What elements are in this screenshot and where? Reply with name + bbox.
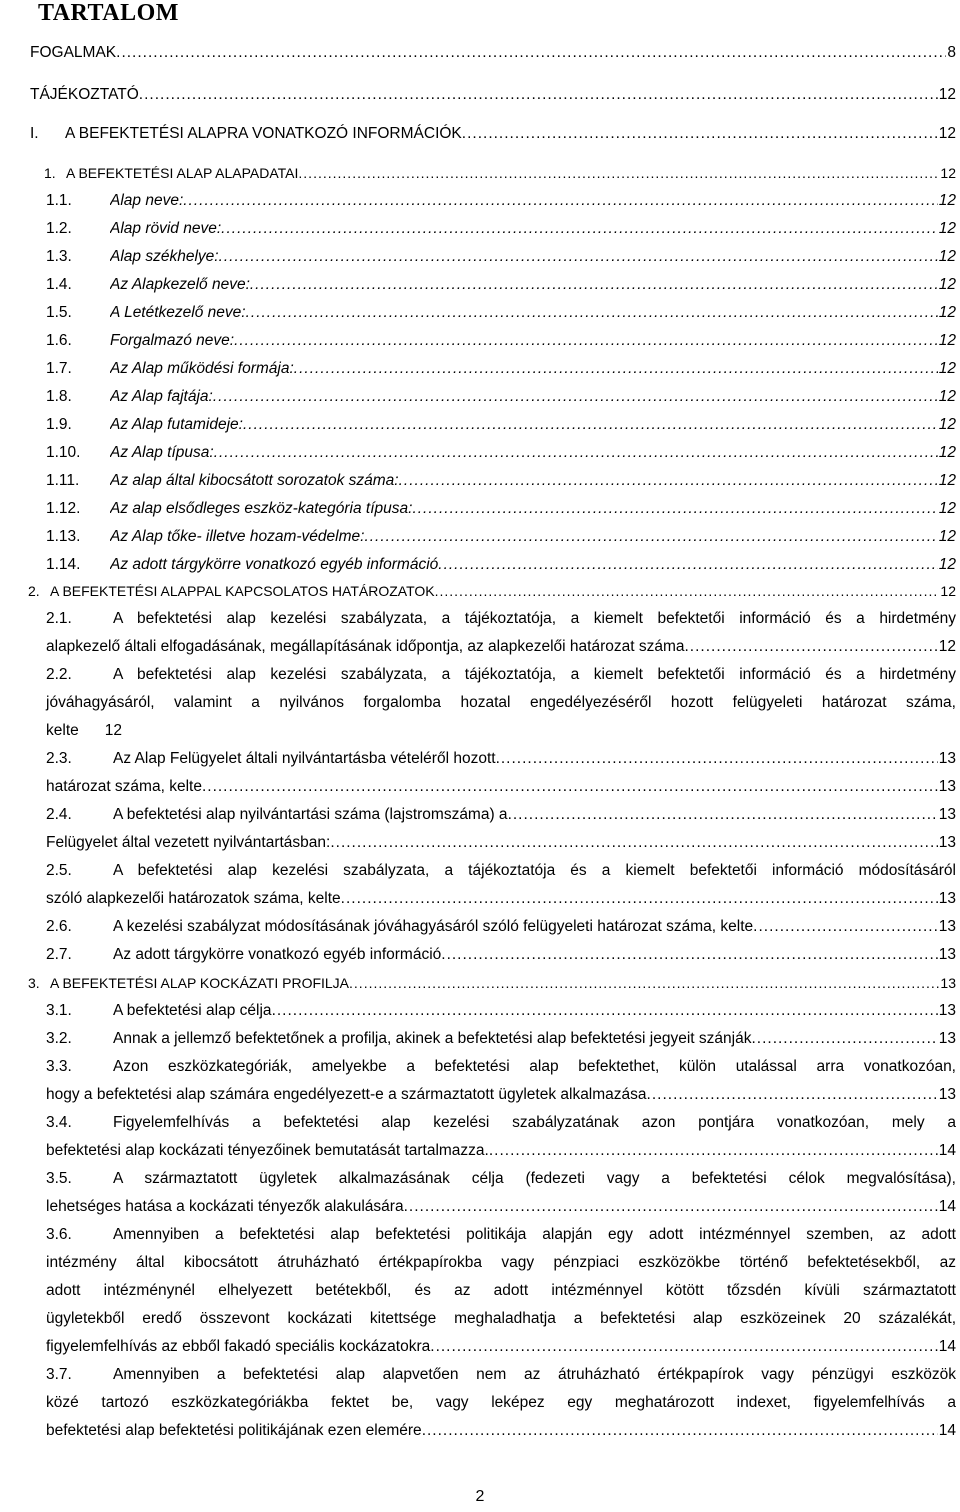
toc-entry-text: Az Alap futamideje: <box>110 416 243 433</box>
toc-entry-text: TÁJÉKOZTATÓ <box>30 86 139 103</box>
toc-entry-text: FOGALMAK <box>30 44 117 61</box>
toc-entry-text: Az Alap működési formája: <box>110 360 294 377</box>
toc-entry-page: 12 <box>938 528 956 545</box>
toc-entry-2-1-line1: A befektetési alap kezelési szabályzata, a tájékoztatója, a kiemelt befektetői információ és a hirdetmény <box>113 610 956 627</box>
toc-entry-page: 12 <box>938 556 956 573</box>
toc-leader <box>139 85 938 105</box>
toc-entry-text: A befektetési alap nyilvántartási száma (lajstromszáma) a <box>113 806 508 823</box>
toc-entry-page: 12 <box>938 248 956 265</box>
toc-entry-page: 12 <box>938 192 956 209</box>
toc-entry-text: Az adott tárgykörre vonatkozó egyéb információ <box>110 556 439 573</box>
toc-entry-number: 1.4. <box>46 276 72 293</box>
toc-entry-page: 13 <box>938 1030 956 1047</box>
toc-entry-page: 13 <box>938 834 956 851</box>
toc-entry-text: A kezelési szabályzat módosításának jóváhagyásáról szóló felügyeleti határozat száma, kelte <box>113 918 754 935</box>
toc-entry-3-4-line1: Figyelemfelhívás a befektetési alap kezelési szabályzatának azon pontjára vonatkozóan, mely a <box>113 1114 956 1131</box>
toc-entry-number: 3.4. <box>46 1114 72 1131</box>
toc-entry-text: alapkezelő általi elfogadásának, megállapításának időpontja, az alapkezelői határozat száma <box>46 638 685 655</box>
toc-entry-number: 1. <box>44 165 56 181</box>
toc-leader <box>219 247 938 267</box>
toc-entry-page: 12 <box>938 360 956 377</box>
toc-entry-text: Forgalmazó neve: <box>110 332 235 349</box>
toc-entry-3-6-line2: intézmény által kibocsátott átruházható értékpapírokba vagy pénzpiaci eszközökbe történő befektetésekből, az <box>46 1254 956 1271</box>
toc-leader <box>462 124 938 144</box>
toc-entry-number: 1.6. <box>46 332 72 349</box>
toc-entry-number: 1.11. <box>46 472 80 489</box>
toc-entry-page: 14 <box>938 1422 956 1439</box>
toc-leader <box>430 1337 937 1357</box>
toc-entry-text: A BEFEKTETÉSI ALAPPAL KAPCSOLATOS HATÁROZATOK <box>50 583 435 599</box>
toc-entry-number: 1.1. <box>46 192 72 209</box>
toc-entry-number: 1.12. <box>46 500 81 517</box>
toc-leader <box>647 1085 938 1105</box>
toc-entry-text: Felügyelet által vezetett nyilvántartásban: <box>46 834 331 851</box>
toc-entry-number: 3. <box>28 975 40 991</box>
toc-leader <box>422 1421 938 1441</box>
toc-leader <box>298 163 939 183</box>
toc-leader <box>341 889 938 909</box>
toc-entry-page: 13 <box>940 975 956 991</box>
toc-leader <box>246 303 938 323</box>
toc-entry-page: 12 <box>938 220 956 237</box>
toc-entry-number: 2.7. <box>46 946 72 963</box>
toc-entry-page: 12 <box>938 388 956 405</box>
toc-entry-text: A BEFEKTETÉSI ALAP ALAPADATAI <box>66 165 299 181</box>
toc-leader <box>349 973 939 993</box>
toc-entry-page: 13 <box>938 946 956 963</box>
toc-entry-page: 13 <box>938 1086 956 1103</box>
toc-entry-text: Alap neve: <box>110 192 184 209</box>
toc-title <box>38 0 179 27</box>
toc-entry-number: 1.5. <box>46 304 72 321</box>
toc-entry-text: befektetési alap kockázati tényezőinek bemutatását tartalmazza. <box>46 1142 489 1159</box>
toc-leader <box>751 1029 937 1049</box>
toc-leader <box>399 471 938 491</box>
toc-entry-number: 1.8. <box>46 388 72 405</box>
toc-entry-number: 3.2. <box>46 1030 72 1047</box>
toc-title-text: TARTALOM <box>38 0 179 26</box>
toc-entry-number: 3.3. <box>46 1058 72 1075</box>
toc-entry-number: 1.3. <box>46 248 72 265</box>
toc-leader <box>404 1197 938 1217</box>
toc-leader <box>250 275 938 295</box>
toc-entry-text: határozat száma, kelte <box>46 778 202 795</box>
toc-entry-text: lehetséges hatása a kockázati tényezők alakulására <box>46 1198 404 1215</box>
toc-entry-page: 13 <box>938 806 956 823</box>
toc-entry-page: 12 <box>938 125 956 142</box>
toc-entry-2-5-line1: A befektetési alap kezelési szabályzata, a tájékoztatója és a kiemelt befektetői információ módosításáról <box>113 862 956 879</box>
toc-entry-page: 12 <box>938 444 956 461</box>
toc-entry-page: 13 <box>938 890 956 907</box>
toc-leader <box>441 945 937 965</box>
toc-entry-text: kelte <box>46 722 79 739</box>
toc-entry-number: 3.6. <box>46 1226 72 1243</box>
toc-entry-text: befektetési alap befektetési politikájának ezen elemére <box>46 1422 422 1439</box>
toc-entry-page: 13 <box>938 918 956 935</box>
toc-leader <box>685 637 938 657</box>
toc-entry-page: 12 <box>104 722 122 739</box>
toc-leader <box>202 777 938 797</box>
page-number: 2 <box>475 1488 485 1505</box>
toc-leader <box>294 359 938 379</box>
toc-leader <box>435 581 940 601</box>
toc-entry-text: A BEFEKTETÉSI ALAP KOCKÁZATI PROFILJA <box>50 975 350 991</box>
toc-entry-text: szóló alapkezelői határozatok száma, kelte <box>46 890 341 907</box>
toc-entry-number: 2. <box>28 583 40 599</box>
toc-entry-text: Az Alap Felügyelet általi nyilvántartásba vételéről hozott <box>113 750 496 767</box>
toc-leader <box>116 43 946 63</box>
toc-leader <box>753 917 938 937</box>
toc-entry-text: Az Alapkezelő neve: <box>110 276 250 293</box>
toc-entry-number: 1.2. <box>46 220 72 237</box>
toc-entry-3-6-line1: Amennyiben a befektetési alap befektetési politikája alapján egy adott intézménnyel szemben, az adott <box>113 1226 956 1243</box>
toc-entry-page: 13 <box>938 750 956 767</box>
toc-entry-text: A Letétkezelő neve: <box>110 304 246 321</box>
toc-leader <box>183 191 938 211</box>
toc-entry-page: 12 <box>938 416 956 433</box>
toc-leader <box>272 1001 938 1021</box>
toc-leader <box>508 805 938 825</box>
toc-entry-3-6-line3: adott intézménynél elhelyezett betétekből, és az adott intézménnyel kötött tőzsdén kívüli származtatott <box>46 1282 956 1299</box>
toc-entry-number: 1.7. <box>46 360 72 377</box>
toc-entry-text: A befektetési alap célja <box>113 1002 272 1019</box>
toc-entry-number: 3.7. <box>46 1366 72 1383</box>
toc-entry-text: Alap székhelye: <box>110 248 219 265</box>
toc-leader <box>213 387 938 407</box>
toc-leader <box>489 1141 938 1161</box>
toc-entry-3-6-line4: ügyletekből eredő összevont kockázati kitettsége meghaladhatja a befektetési alap eszközeinek 20 százalékát, <box>46 1310 956 1327</box>
toc-entry-number: 2.4. <box>46 806 72 823</box>
toc-entry-2-2[interactable] <box>46 721 122 741</box>
toc-leader <box>364 527 937 547</box>
toc-entry-text: hogy a befektetési alap számára engedélyezett-e a származtatott ügyletek alkalmazása <box>46 1086 647 1103</box>
toc-leader <box>243 415 938 435</box>
toc-entry-number: 1.13. <box>46 528 81 545</box>
toc-entry-2-2-line2: jóváhagyásáról, valamint a nyilvános forgalomba hozatal engedélyezéséről hozott felügyeleti határozat száma, <box>46 694 956 711</box>
toc-entry-text: Annak a jellemző befektetőnek a profilja, akinek a befektetési alap befektetési jegyeit szánják <box>113 1030 752 1047</box>
toc-entry-number: 2.6. <box>46 918 72 935</box>
toc-entry-3-3-line1: Azon eszközkategóriák, amelyekbe a befektetési alap befektethet, külön utalással arra vonatkozóan, <box>113 1058 956 1075</box>
toc-entry-text: Az Alap típusa: <box>110 444 214 461</box>
toc-entry-page: 14 <box>938 1142 956 1159</box>
toc-leader <box>412 499 937 519</box>
toc-leader <box>214 443 938 463</box>
toc-entry-text: Alap rövid neve: <box>110 220 222 237</box>
toc-entry-page: 12 <box>938 332 956 349</box>
toc-entry-page: 12 <box>940 583 956 599</box>
toc-entry-text: figyelemfelhívás az ebből fakadó speciális kockázatokra <box>46 1338 431 1355</box>
toc-entry-number: 2.5. <box>46 862 72 879</box>
toc-entry-text: Az Alap fajtája: <box>110 388 213 405</box>
toc-entry-number: 2.3. <box>46 750 72 767</box>
toc-entry-page: 14 <box>938 1198 956 1215</box>
toc-entry-page: 8 <box>947 44 956 61</box>
toc-entry-number: 2.2. <box>46 666 72 683</box>
toc-entry-number: 2.1. <box>46 610 72 627</box>
toc-entry-number: 1.9. <box>46 416 72 433</box>
toc-entry-3-7-line1: Amennyiben a befektetési alap alapvetően nem az átruházható értékpapírok vagy pénzügyi eszközök <box>113 1366 956 1383</box>
toc-entry-text: A BEFEKTETÉSI ALAPRA VONATKOZÓ INFORMÁCIÓK <box>65 125 462 142</box>
toc-entry-page: 12 <box>938 304 956 321</box>
toc-leader <box>496 749 938 769</box>
toc-entry-number: I. <box>30 125 39 142</box>
toc-entry-page: 14 <box>938 1338 956 1355</box>
toc-leader <box>221 219 938 239</box>
toc-entry-text: Az Alap tőke- illetve hozam-védelme: <box>110 528 365 545</box>
toc-entry-page: 13 <box>938 778 956 795</box>
toc-entry-page: 12 <box>938 276 956 293</box>
toc-entry-3-7-line2: közé tartozó eszközkategóriákba fektet be, vagy leképez egy meghatározott indexet, figyelemfelhívás a <box>46 1394 956 1411</box>
toc-leader <box>330 833 937 853</box>
toc-entry-number: 3.5. <box>46 1170 72 1187</box>
toc-entry-number: 3.1. <box>46 1002 72 1019</box>
toc-entry-page: 12 <box>938 472 956 489</box>
toc-entry-page: 12 <box>938 500 956 517</box>
toc-entry-number: 1.10. <box>46 444 81 461</box>
toc-entry-number: 1.14. <box>46 556 81 573</box>
toc-entry-text: Az alap által kibocsátott sorozatok száma: <box>110 472 399 489</box>
toc-leader <box>438 555 937 575</box>
toc-entry-page: 12 <box>940 165 956 181</box>
toc-entry-text: Az alap elsődleges eszköz-kategória típusa: <box>110 500 413 517</box>
toc-entry-2-2-line1: A befektetési alap kezelési szabályzata, a tájékoztatója, a kiemelt befektetői információ és a hirdetmény <box>113 666 956 683</box>
toc-entry-page: 12 <box>938 638 956 655</box>
toc-entry-text: Az adott tárgykörre vonatkozó egyéb információ <box>113 946 442 963</box>
toc-leader <box>234 331 938 351</box>
toc-entry-page: 12 <box>938 86 956 103</box>
toc-entry-page: 13 <box>938 1002 956 1019</box>
toc-entry-3-5-line1: A származtatott ügyletek alkalmazásának célja (fedezeti vagy a befektetési célok megvalósítása), <box>113 1170 956 1187</box>
